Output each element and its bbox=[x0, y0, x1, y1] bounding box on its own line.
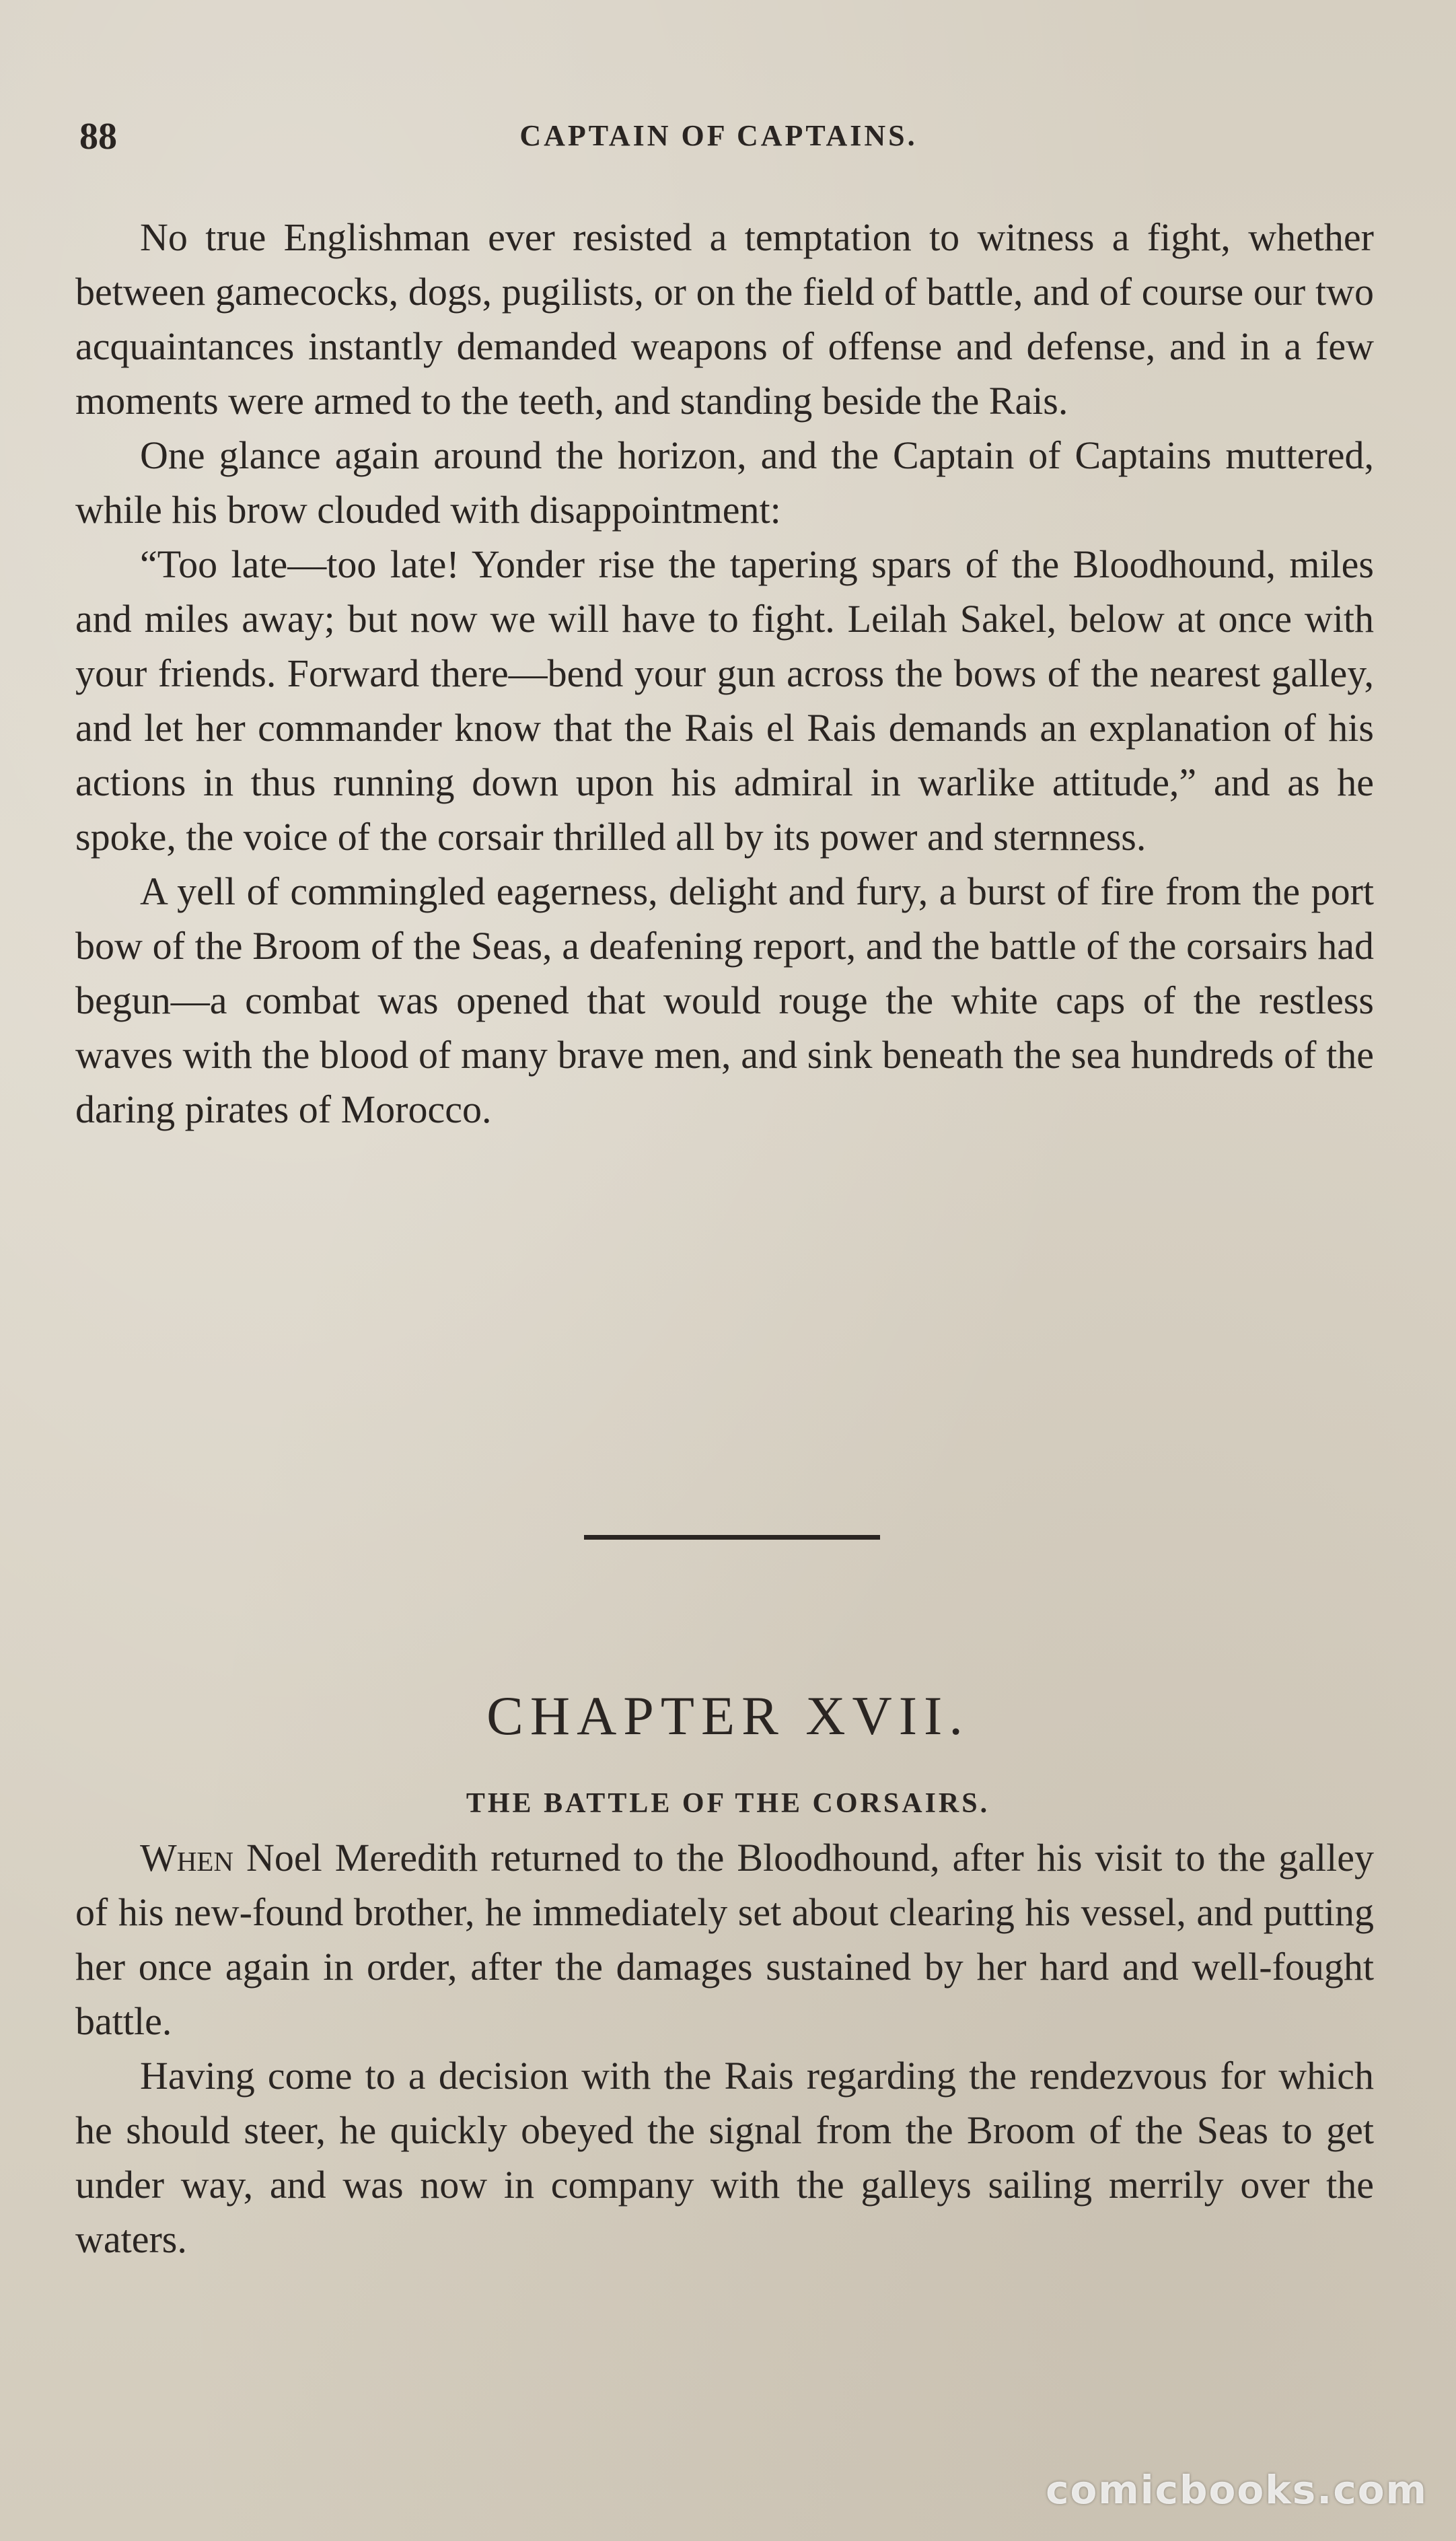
paragraph-text: Having come to a decision with the Rais regarding the rendezvous for which he should steer, he quickly obeyed the signal from the Broom of the Seas to get under way, and was now in company with the galleys sailing merrily over the waters. bbox=[75, 2054, 1374, 2261]
chapter-subtitle: THE BATTLE OF THE CORSAIRS. bbox=[466, 1788, 990, 1819]
paragraph bbox=[75, 2048, 1374, 2266]
watermark: comicbooks.com bbox=[1046, 2467, 1428, 2513]
chapter-title: CHAPTER XVII. bbox=[486, 1685, 970, 1746]
paragraph bbox=[75, 1830, 1374, 2048]
body-text-chapter bbox=[75, 1830, 1374, 2266]
paragraph: One glance again around the horizon, and the Captain of Captains muttered, while his brow clouded with disappointment: bbox=[75, 433, 1374, 532]
paragraph-lead-word: When bbox=[140, 1836, 234, 1880]
page-header bbox=[79, 113, 1358, 160]
paragraph: No true Englishman ever resisted a temptation to witness a fight, whether between gamecocks, dogs, pugilists, or on the field of battle, and of course our two acquaintances instantly demanded weapons of offense and defense, and in a few moments were armed to the teeth, and standing beside the Rais. bbox=[75, 215, 1374, 423]
running-head: CAPTAIN OF CAPTAINS. bbox=[519, 119, 918, 152]
paragraph: A yell of commingled eagerness, delight and fury, a burst of fire from the port bow of the Broom of the Seas, a deafening report, and the battle of the corsairs had begun—a combat was opened that would rouge the white caps of the restless waves with the blood of many brave men, and sink beneath the sea hundreds of the daring pirates of Morocco. bbox=[75, 869, 1374, 1131]
section-divider-rule bbox=[584, 1535, 880, 1540]
page-number: 88 bbox=[79, 116, 117, 157]
body-text-before-chapter bbox=[75, 210, 1374, 1137]
paragraph: “Too late—too late! Yonder rise the tapering spars of the Bloodhound, miles and miles away; but now we will have to fight. Leilah Sakel, below at once with your friends. Forward there—bend your gun across the bows of the nearest galley, and let her commander know that the Rais el Rais demands an explanation of his actions in thus running down upon his admiral in warlike attitude,” and as he spoke, the voice of the corsair thrilled all by its power and sternness. bbox=[75, 542, 1374, 859]
paragraph-text: Noel Meredith returned to the Bloodhound, after his visit to the galley of his new-found brother, he immediately set about clearing his vessel, and putting her once again in order, after the damages sustained by her hard and well-fought battle. bbox=[75, 1836, 1374, 2043]
